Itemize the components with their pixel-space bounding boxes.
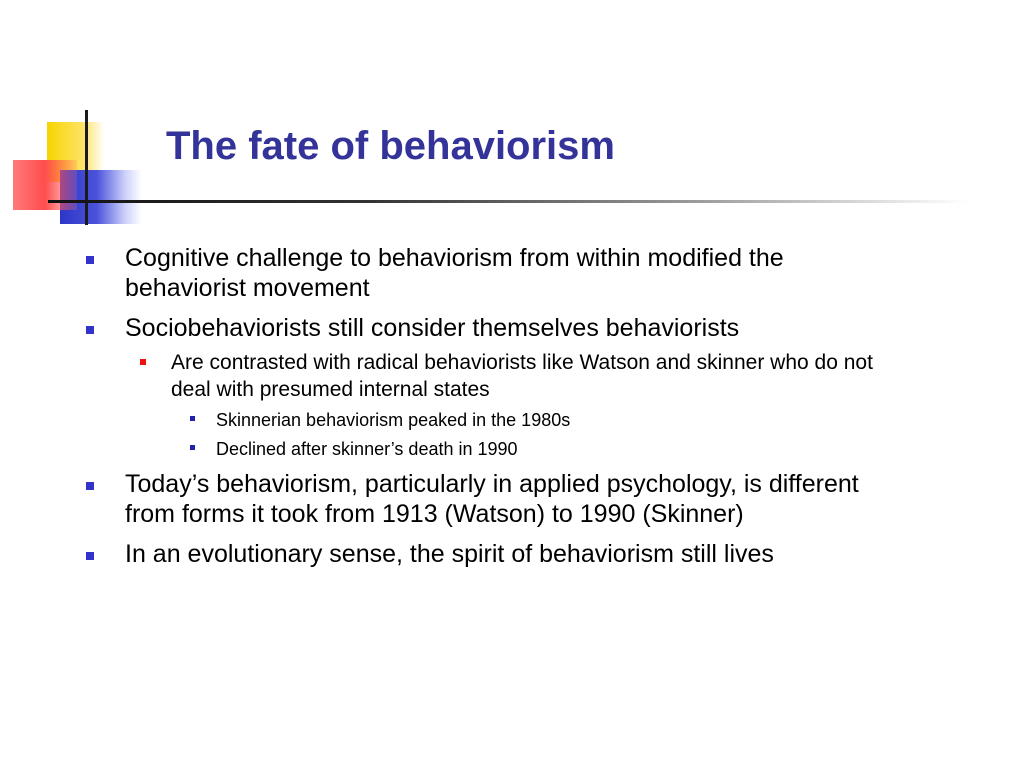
bullet-text: In an evolutionary sense, the spirit of behaviorism still lives xyxy=(125,540,774,568)
square-bullet-icon xyxy=(86,482,94,490)
bullet-text: Sociobehaviorists still consider themselves behaviorists xyxy=(125,314,740,342)
bullet-item xyxy=(86,469,906,529)
sub-sub-bullet-item xyxy=(190,407,906,434)
bullet-item xyxy=(86,243,906,303)
slide-title: The fate of behaviorism xyxy=(166,124,615,168)
vertical-rule xyxy=(85,110,88,225)
sub-bullet-text: Are contrasted with radical behaviorists like Watson and skinner who do not deal with presumed internal states xyxy=(171,351,873,401)
bullet-list xyxy=(86,243,906,579)
sub-sub-bullet-text: Skinnerian behaviorism peaked in the 1980s xyxy=(216,410,571,430)
bullet-text: Today’s behaviorism, particularly in applied psychology, is different from forms it took from 1913 (Watson) to 1990 (Skinner) xyxy=(125,470,859,528)
sub-bullet-item xyxy=(140,349,906,403)
square-bullet-icon xyxy=(190,445,195,450)
sub-sub-bullet-item xyxy=(190,436,906,463)
sub-sub-bullet-text: Declined after skinner’s death in 1990 xyxy=(216,439,518,459)
corner-decoration xyxy=(0,0,160,240)
bullet-text: Cognitive challenge to behaviorism from within modified the behaviorist movement xyxy=(125,244,784,302)
square-bullet-icon xyxy=(86,256,94,264)
bullet-item xyxy=(86,313,906,343)
square-bullet-icon xyxy=(86,326,94,334)
square-bullet-icon xyxy=(140,359,146,365)
bullet-item xyxy=(86,539,906,569)
title-underline-rule xyxy=(48,200,968,203)
square-bullet-icon xyxy=(190,416,195,421)
square-bullet-icon xyxy=(86,552,94,560)
